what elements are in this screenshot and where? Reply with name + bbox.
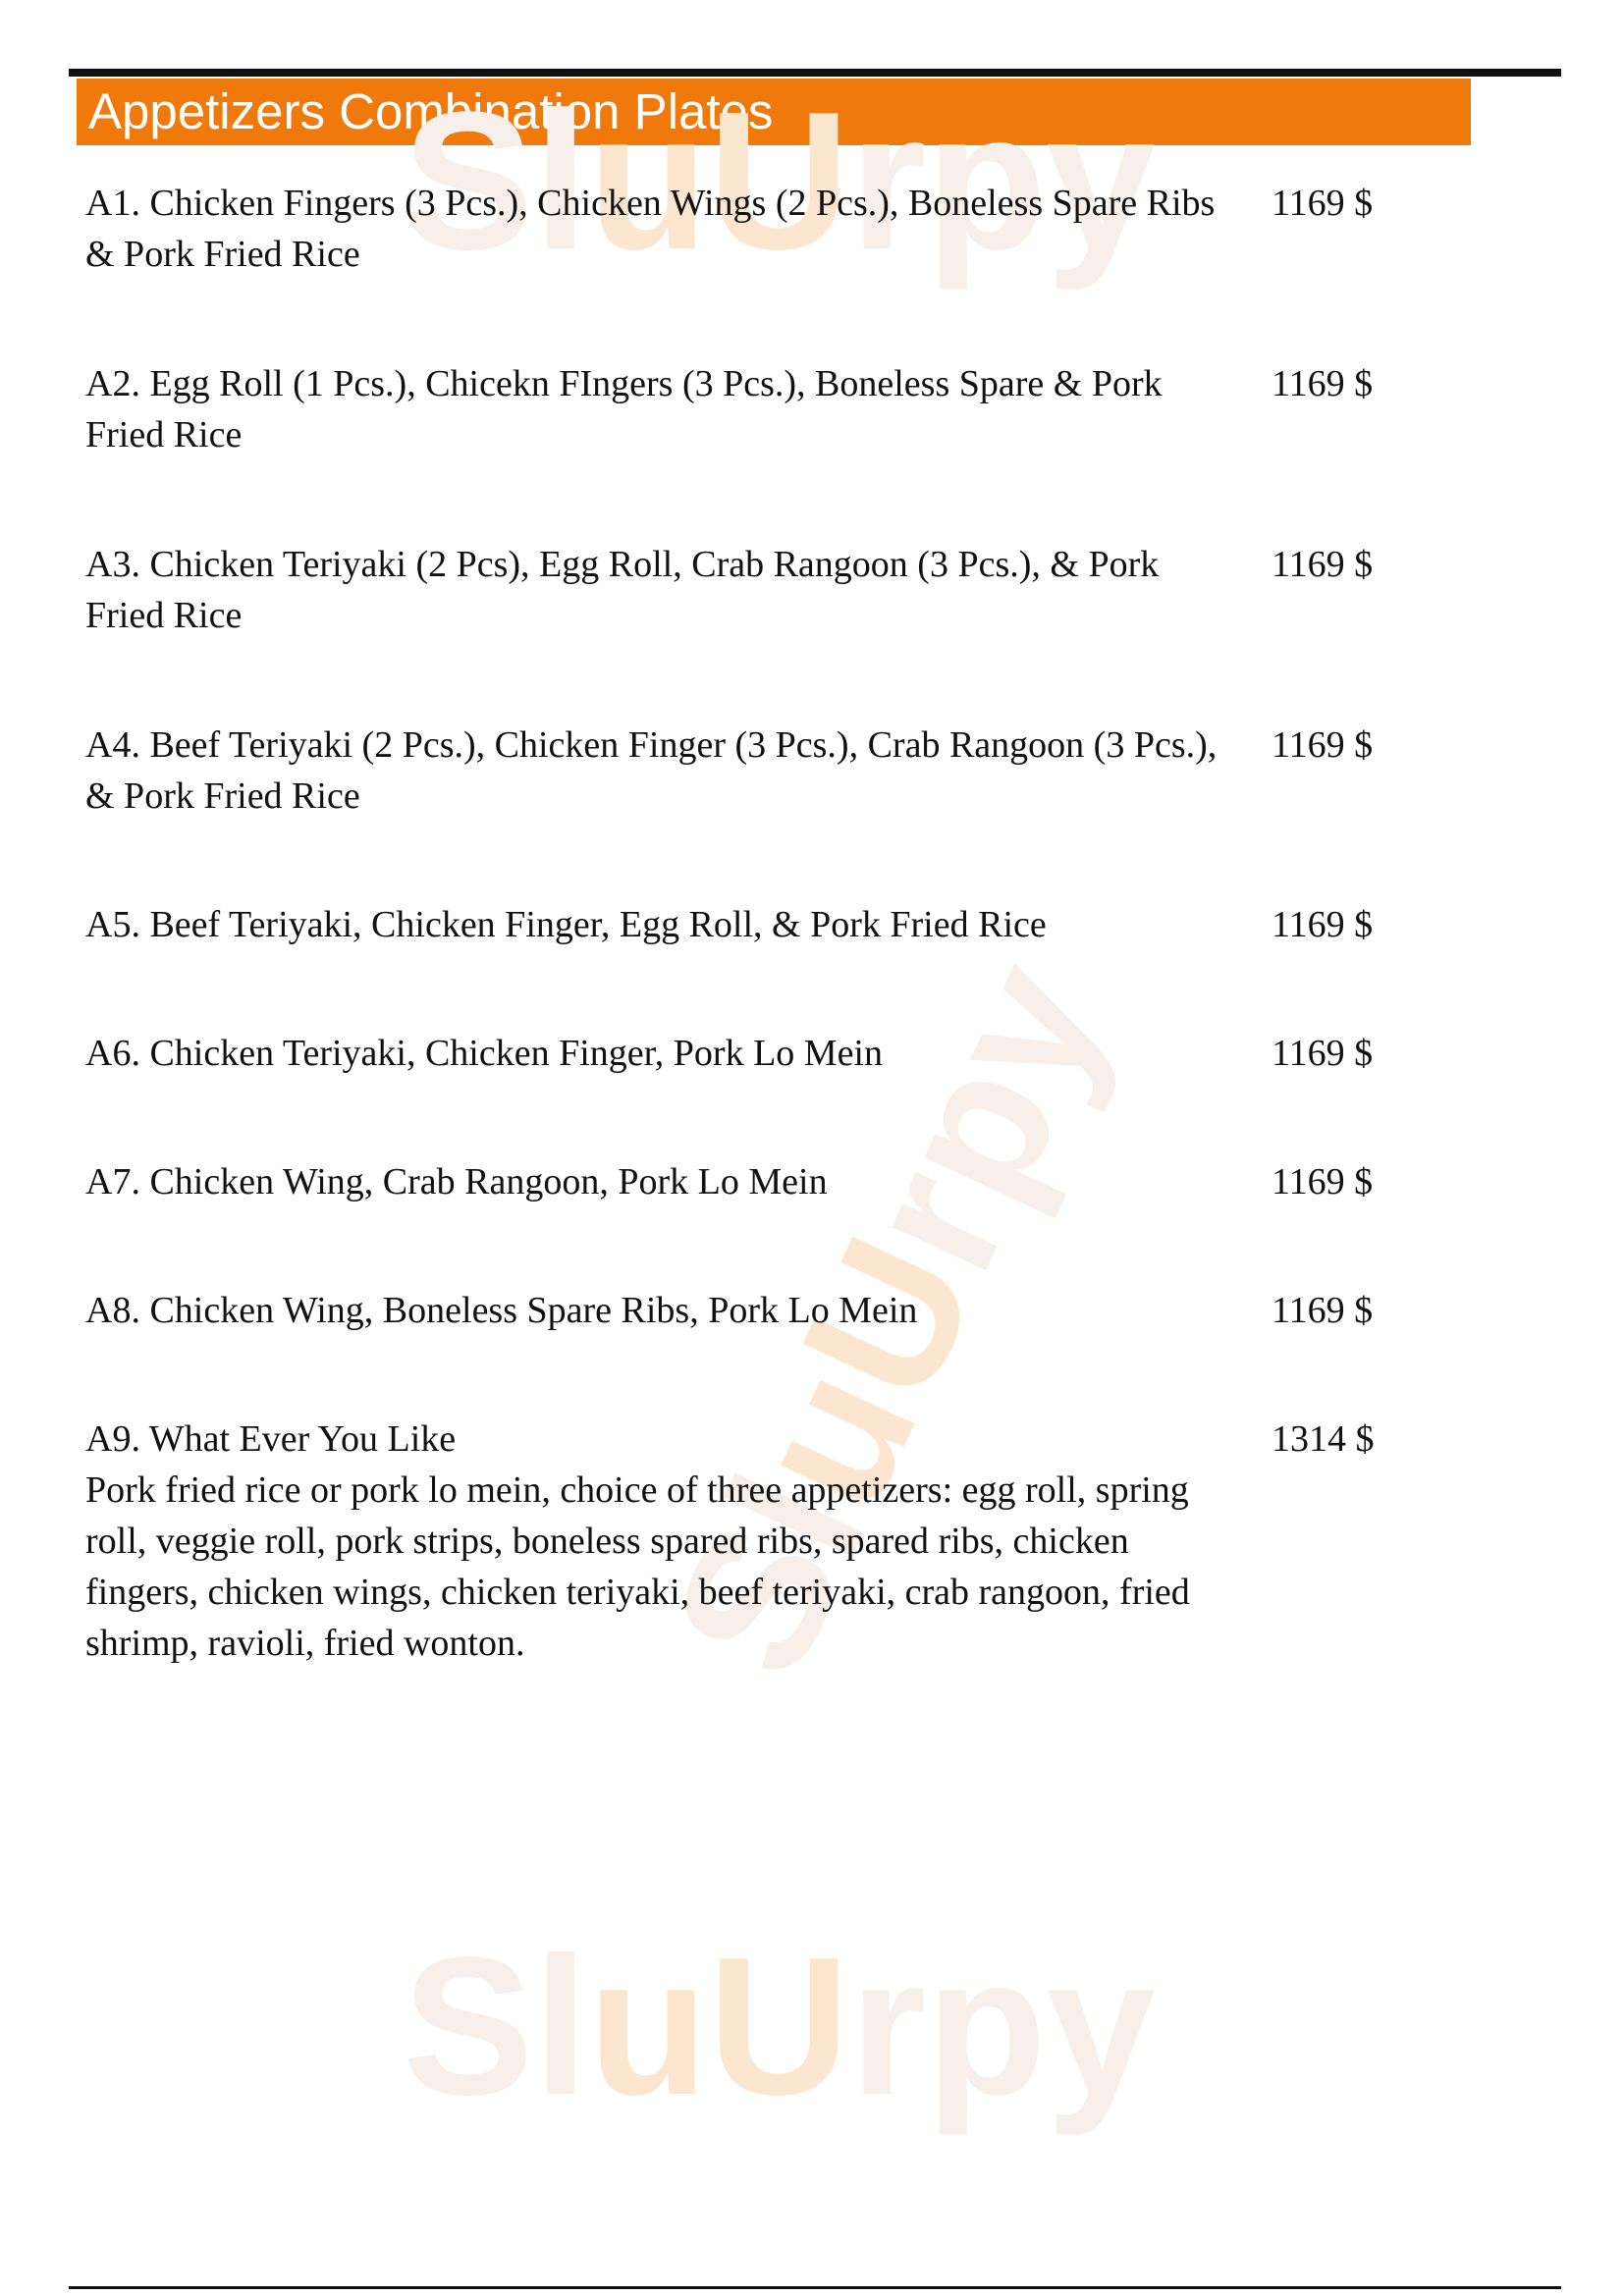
item-price: 1169 $ bbox=[1272, 1033, 1374, 1074]
item-price: 1169 $ bbox=[1272, 363, 1374, 404]
item-price: 1169 $ bbox=[1272, 1290, 1374, 1331]
item-description: A5. Beef Teriyaki, Chicken Finger, Egg Roll, & Pork Fried Rice bbox=[85, 904, 1047, 945]
item-price: 1169 $ bbox=[1272, 724, 1374, 766]
item-description: A8. Chicken Wing, Boneless Spare Ribs, Pork Lo Mein bbox=[85, 1290, 918, 1331]
item-description: A2. Egg Roll (1 Pcs.), Chicekn FIngers (3 Pcs.), Boneless Spare & Pork Fried Rice bbox=[85, 363, 1163, 455]
item-description: A4. Beef Teriyaki (2 Pcs.), Chicken Finger (3 Pcs.), Crab Rangoon (3 Pcs.), & Pork Fried Rice bbox=[85, 724, 1218, 817]
item-description: A7. Chicken Wing, Crab Rangoon, Pork Lo Mein bbox=[85, 1161, 828, 1202]
item-price: 1169 $ bbox=[1272, 1161, 1374, 1202]
watermark-logo: SluUrpy bbox=[403, 1917, 1156, 2136]
bottom-rule bbox=[69, 2286, 1561, 2289]
item-price: 1314 $ bbox=[1272, 1418, 1375, 1460]
item-description bbox=[85, 1414, 1244, 1669]
item-price: 1169 $ bbox=[1272, 183, 1374, 224]
item-details: Pork fried rice or pork lo mein, choice of three appetizers: egg roll, spring roll, veggie roll, pork strips, boneless spared ribs, spared ribs, chicken fingers, chicken wings, chicken teriyaki, beef teriyaki, crab rangoon, fried shrimp, ravioli, fried wonton. bbox=[85, 1469, 1190, 1664]
item-description: A1. Chicken Fingers (3 Pcs.), Chicken Wings (2 Pcs.), Boneless Spare Ribs & Pork Fried Rice bbox=[85, 183, 1216, 275]
watermark-logo: SluUrpy bbox=[403, 72, 1156, 291]
section-title: Appetizers Combination Plates bbox=[88, 83, 774, 139]
item-title: A9. What Ever You Like bbox=[85, 1418, 457, 1460]
item-description: A6. Chicken Teriyaki, Chicken Finger, Pork Lo Mein bbox=[85, 1033, 883, 1074]
item-price: 1169 $ bbox=[1272, 904, 1374, 945]
item-price: 1169 $ bbox=[1272, 544, 1374, 585]
item-description: A3. Chicken Teriyaki (2 Pcs), Egg Roll, Crab Rangoon (3 Pcs.), & Pork Fried Rice bbox=[85, 544, 1160, 636]
watermark-logo: SluUrpy bbox=[630, 931, 1148, 1706]
